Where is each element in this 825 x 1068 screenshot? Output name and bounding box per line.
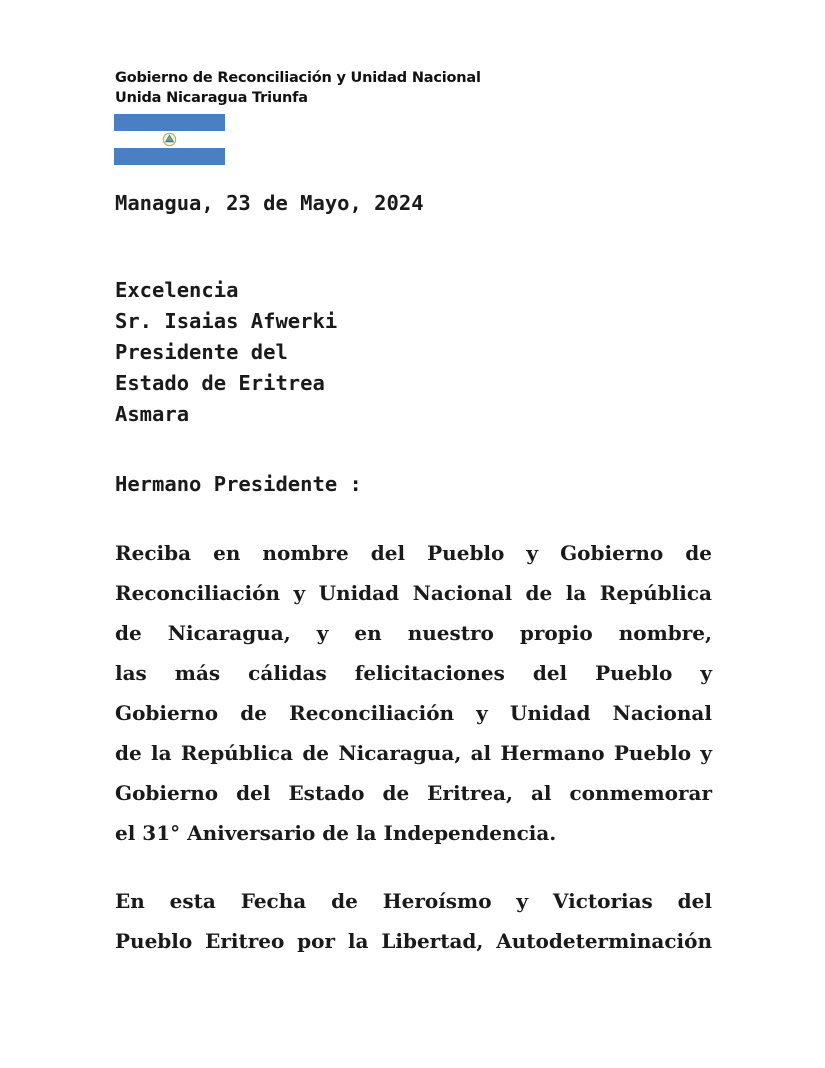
paragraph-line: de Nicaragua, y en nuestro propio nombre, [115,621,712,645]
recipient-line: Presidente del [115,340,288,364]
paragraph-line: En esta Fecha de Heroísmo y Victorias del [115,889,712,913]
paragraph-line: las más cálidas felicitaciones del Pueblo y [115,661,712,685]
flag-bottom-stripe [114,148,225,165]
flag-top-stripe [114,114,225,131]
body-paragraph-1 [115,533,712,853]
nicaragua-coat-of-arms-icon [161,131,178,148]
paragraph-line: Gobierno del Estado de Eritrea, al conmemorar [115,781,712,805]
recipient-line: Excelencia [115,278,239,302]
body-paragraph-2 [115,881,712,961]
government-motto: Unida Nicaragua Triunfa [115,90,308,106]
letter-date: Managua, 23 de Mayo, 2024 [115,191,424,215]
recipient-line: Asmara [115,402,190,426]
recipient-line: Sr. Isaias Afwerki [115,309,338,333]
paragraph-line: de la República de Nicaragua, al Hermano Pueblo y [115,741,712,765]
paragraph-line: Reconciliación y Unidad Nacional de la República [115,581,712,605]
recipient-block [115,275,337,430]
nicaragua-flag [114,114,225,165]
government-name: Gobierno de Reconciliación y Unidad Nacional [115,70,481,86]
recipient-line: Estado de Eritrea [115,371,325,395]
letterhead [115,68,481,108]
paragraph-line: Reciba en nombre del Pueblo y Gobierno de [115,541,712,565]
paragraph-line: el 31° Aniversario de la Independencia. [115,821,557,845]
paragraph-line: Gobierno de Reconciliación y Unidad Nacional [115,701,712,725]
paragraph-line: Pueblo Eritreo por la Libertad, Autodeterminación [115,929,712,953]
salutation: Hermano Presidente : [115,472,362,496]
